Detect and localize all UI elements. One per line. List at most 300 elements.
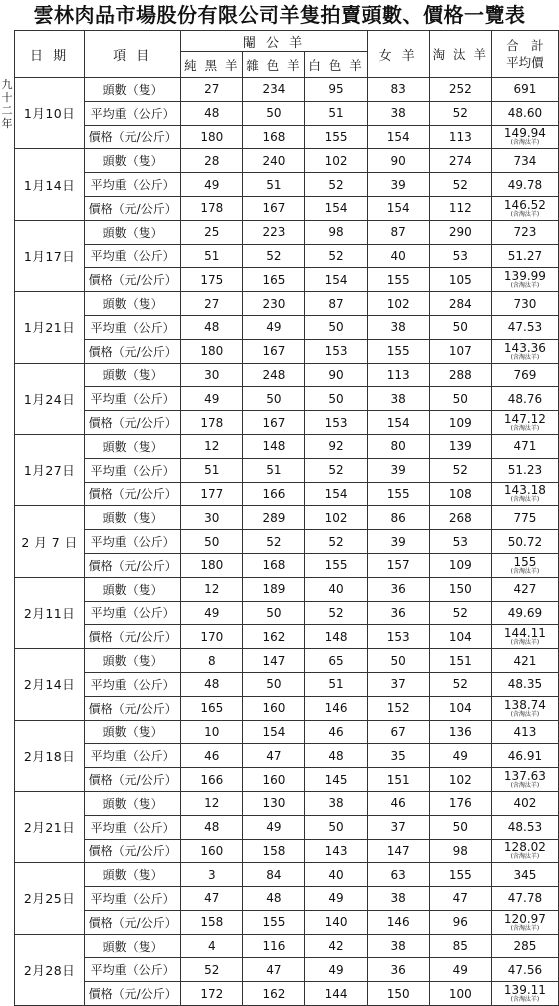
row-label: 價格（元/公斤） [85,839,181,863]
value-cell: 146 [305,696,367,720]
price-row [15,411,559,435]
row-label: 價格（元/公斤） [85,482,181,506]
value-cell: 100 [429,982,491,1006]
total-price-cell [491,910,558,934]
value-cell: 27 [181,78,243,102]
value-cell: 160 [243,768,305,792]
head-count-row [15,863,559,887]
value-cell: 30 [181,506,243,530]
price-note: (含淘汰羊) [510,639,540,647]
row-label: 價格（元/公斤） [85,696,181,720]
total-cell: 723 [491,220,558,244]
total-cell: 775 [491,506,558,530]
row-label: 平均重（公斤） [85,101,181,125]
table-body [15,78,559,1006]
head-count-row [15,292,559,316]
value-cell: 155 [429,863,491,887]
value-cell: 52 [429,458,491,482]
value-cell: 42 [305,934,367,958]
value-cell: 67 [367,720,429,744]
date-cell: 2 月 7 日 [15,506,85,577]
date-cell: 1月14日 [15,149,85,220]
value-cell: 85 [429,934,491,958]
value-cell: 92 [305,434,367,458]
value-cell: 113 [367,363,429,387]
row-label: 平均重（公斤） [85,601,181,625]
value-cell: 38 [367,387,429,411]
date-cell: 1月10日 [15,78,85,149]
head-count-row [15,149,559,173]
value-cell: 290 [429,220,491,244]
value-cell: 49 [305,887,367,911]
value-cell: 46 [181,744,243,768]
value-cell: 51 [243,173,305,197]
value-cell: 40 [367,244,429,268]
total-price-cell [491,982,558,1006]
price-note: (含淘汰羊) [510,782,540,789]
total-price-value: 120.97 [503,911,546,926]
value-cell: 152 [367,696,429,720]
value-cell: 48 [181,315,243,339]
total-cell: 427 [491,577,558,601]
price-row [15,768,559,792]
value-cell: 109 [429,411,491,435]
value-cell: 102 [305,506,367,530]
value-cell: 50 [243,672,305,696]
value-cell: 48 [181,815,243,839]
row-label: 價格（元/公斤） [85,268,181,292]
value-cell: 37 [367,672,429,696]
value-cell: 49 [429,958,491,982]
value-cell: 160 [243,696,305,720]
head-count-row [15,791,559,815]
value-cell: 49 [243,315,305,339]
row-label: 頭數（隻） [85,506,181,530]
value-cell: 35 [367,744,429,768]
total-cell: 46.91 [491,744,558,768]
row-label: 價格（元/公斤） [85,196,181,220]
value-cell: 154 [305,196,367,220]
value-cell: 112 [429,196,491,220]
value-cell: 162 [243,982,305,1006]
value-cell: 148 [243,434,305,458]
value-cell: 39 [367,173,429,197]
price-row [15,982,559,1006]
value-cell: 27 [181,292,243,316]
value-cell: 46 [305,720,367,744]
total-price-cell [491,268,558,292]
value-cell: 50 [429,387,491,411]
total-cell: 49.78 [491,173,558,197]
value-cell: 80 [367,434,429,458]
row-label: 頭數（隻） [85,434,181,458]
avg-weight-row [15,101,559,125]
value-cell: 28 [181,149,243,173]
row-label: 頭數（隻） [85,649,181,673]
total-cell: 47.53 [491,315,558,339]
value-cell: 154 [305,268,367,292]
price-row [15,696,559,720]
value-cell: 147 [243,649,305,673]
value-cell: 50 [243,387,305,411]
value-cell: 38 [367,934,429,958]
value-cell: 12 [181,577,243,601]
value-cell: 47 [429,887,491,911]
row-label: 平均重（公斤） [85,672,181,696]
header-pure-black: 純 黑 羊 [181,52,243,78]
value-cell: 95 [305,78,367,102]
value-cell: 47 [181,887,243,911]
avg-weight-row [15,173,559,197]
total-price-cell [491,696,558,720]
value-cell: 46 [367,791,429,815]
value-cell: 176 [429,791,491,815]
value-cell: 51 [243,458,305,482]
value-cell: 165 [181,696,243,720]
value-cell: 96 [429,910,491,934]
value-cell: 53 [429,244,491,268]
total-cell: 734 [491,149,558,173]
date-cell: 1月21日 [15,292,85,363]
price-note: (含淘汰羊) [510,139,540,147]
row-label: 頭數（隻） [85,720,181,744]
value-cell: 168 [243,125,305,149]
total-price-cell [491,339,558,363]
total-cell: 48.35 [491,672,558,696]
row-label: 價格（元/公斤） [85,411,181,435]
value-cell: 268 [429,506,491,530]
row-label: 價格（元/公斤） [85,768,181,792]
value-cell: 248 [243,363,305,387]
value-cell: 49 [181,387,243,411]
value-cell: 87 [305,292,367,316]
value-cell: 155 [367,268,429,292]
value-cell: 107 [429,339,491,363]
date-cell: 2月18日 [15,720,85,791]
head-count-row [15,649,559,673]
value-cell: 154 [243,720,305,744]
value-cell: 155 [367,339,429,363]
value-cell: 175 [181,268,243,292]
value-cell: 105 [429,268,491,292]
total-price-cell [491,839,558,863]
avg-weight-row [15,530,559,554]
value-cell: 52 [305,530,367,554]
value-cell: 84 [243,863,305,887]
value-cell: 172 [181,982,243,1006]
value-cell: 38 [367,315,429,339]
row-label: 平均重（公斤） [85,530,181,554]
value-cell: 167 [243,411,305,435]
value-cell: 148 [305,625,367,649]
value-cell: 52 [429,672,491,696]
row-label: 價格（元/公斤） [85,910,181,934]
header-total-line1: 合 計 [506,38,544,53]
value-cell: 50 [429,315,491,339]
value-cell: 154 [305,482,367,506]
price-row [15,339,559,363]
value-cell: 47 [243,744,305,768]
value-cell: 230 [243,292,305,316]
value-cell: 274 [429,149,491,173]
price-row [15,268,559,292]
value-cell: 52 [305,601,367,625]
header-ram-group: 閹 公 羊 [181,31,367,52]
value-cell: 155 [243,910,305,934]
value-cell: 158 [181,910,243,934]
head-count-row [15,78,559,102]
row-label: 頭數（隻） [85,863,181,887]
header-total [491,31,558,78]
row-label: 平均重（公斤） [85,387,181,411]
date-cell: 1月17日 [15,220,85,291]
avg-weight-row [15,958,559,982]
total-cell: 48.60 [491,101,558,125]
value-cell: 53 [429,530,491,554]
value-cell: 50 [305,387,367,411]
value-cell: 38 [367,101,429,125]
total-cell: 769 [491,363,558,387]
value-cell: 51 [181,458,243,482]
total-price-value: 149.94 [503,126,546,141]
value-cell: 36 [367,577,429,601]
total-price-cell [491,768,558,792]
value-cell: 49 [429,744,491,768]
value-cell: 50 [243,101,305,125]
row-label: 價格（元/公斤） [85,553,181,577]
avg-weight-row [15,887,559,911]
total-price-value: 137.63 [503,769,546,783]
value-cell: 8 [181,649,243,673]
price-table [14,30,559,1006]
total-price-value: 147.12 [503,412,546,427]
value-cell: 36 [367,601,429,625]
value-cell: 4 [181,934,243,958]
avg-weight-row [15,387,559,411]
total-price-value: 143.18 [503,483,546,498]
value-cell: 52 [429,601,491,625]
avg-weight-row [15,458,559,482]
total-cell: 47.78 [491,887,558,911]
value-cell: 51 [305,672,367,696]
value-cell: 39 [367,530,429,554]
price-row [15,553,559,577]
total-price-value: 144.11 [503,626,546,641]
value-cell: 98 [305,220,367,244]
value-cell: 153 [367,625,429,649]
value-cell: 48 [181,101,243,125]
value-cell: 155 [305,553,367,577]
head-count-row [15,577,559,601]
total-price-value: 139.11 [503,983,546,998]
value-cell: 52 [305,244,367,268]
total-cell: 691 [491,78,558,102]
price-note: (含淘汰羊) [510,996,540,1004]
head-count-row [15,363,559,387]
total-price-cell [491,196,558,220]
value-cell: 223 [243,220,305,244]
row-label: 頭數（隻） [85,791,181,815]
date-cell: 1月24日 [15,363,85,434]
total-cell: 345 [491,863,558,887]
value-cell: 52 [305,173,367,197]
value-cell: 25 [181,220,243,244]
value-cell: 52 [243,530,305,554]
value-cell: 90 [367,149,429,173]
header-female: 女 羊 [367,31,429,78]
total-price-value: 143.36 [503,340,546,355]
row-label: 頭數（隻） [85,577,181,601]
avg-weight-row [15,815,559,839]
total-cell: 421 [491,649,558,673]
value-cell: 63 [367,863,429,887]
value-cell: 160 [181,839,243,863]
value-cell: 38 [305,791,367,815]
value-cell: 49 [243,815,305,839]
total-price-cell [491,553,558,577]
value-cell: 50 [305,815,367,839]
price-note: (含淘汰羊) [510,282,540,290]
value-cell: 180 [181,339,243,363]
row-label: 價格（元/公斤） [85,982,181,1006]
value-cell: 90 [305,363,367,387]
price-note: (含淘汰羊) [510,353,540,361]
value-cell: 102 [429,768,491,792]
total-cell: 402 [491,791,558,815]
price-row [15,196,559,220]
header-total-line2: 平均價 [506,55,544,70]
value-cell: 240 [243,149,305,173]
value-cell: 86 [367,506,429,530]
value-cell: 49 [181,173,243,197]
value-cell: 154 [367,196,429,220]
value-cell: 50 [243,601,305,625]
value-cell: 177 [181,482,243,506]
head-count-row [15,506,559,530]
header-white: 白 色 羊 [305,52,367,78]
total-price-value: 146.52 [503,197,546,212]
value-cell: 48 [243,887,305,911]
value-cell: 146 [367,910,429,934]
total-cell: 48.76 [491,387,558,411]
value-cell: 47 [243,958,305,982]
value-cell: 30 [181,363,243,387]
value-cell: 166 [181,768,243,792]
avg-weight-row [15,744,559,768]
price-note: (含淘汰羊) [510,710,540,718]
value-cell: 37 [367,815,429,839]
total-price-cell [491,411,558,435]
value-cell: 102 [367,292,429,316]
price-row [15,839,559,863]
total-price-cell [491,482,558,506]
value-cell: 130 [243,791,305,815]
header-item: 項 目 [85,31,181,78]
value-cell: 102 [305,149,367,173]
row-label: 頭數（隻） [85,149,181,173]
value-cell: 166 [243,482,305,506]
value-cell: 52 [305,458,367,482]
value-cell: 145 [305,768,367,792]
value-cell: 167 [243,339,305,363]
total-price-cell [491,125,558,149]
value-cell: 39 [367,458,429,482]
row-label: 平均重（公斤） [85,958,181,982]
date-cell: 2月21日 [15,791,85,862]
value-cell: 252 [429,78,491,102]
value-cell: 155 [367,482,429,506]
row-label: 頭數（隻） [85,363,181,387]
row-label: 平均重（公斤） [85,815,181,839]
value-cell: 50 [305,315,367,339]
value-cell: 65 [305,649,367,673]
value-cell: 178 [181,411,243,435]
value-cell: 48 [181,672,243,696]
row-label: 平均重（公斤） [85,458,181,482]
header-mixed: 雜 色 羊 [243,52,305,78]
date-cell: 2月14日 [15,649,85,720]
total-cell: 51.27 [491,244,558,268]
value-cell: 180 [181,553,243,577]
row-label: 平均重（公斤） [85,315,181,339]
head-count-row [15,720,559,744]
value-cell: 10 [181,720,243,744]
value-cell: 180 [181,125,243,149]
total-price-cell [491,625,558,649]
value-cell: 52 [181,958,243,982]
row-label: 平均重（公斤） [85,173,181,197]
value-cell: 170 [181,625,243,649]
value-cell: 143 [305,839,367,863]
date-cell: 1月27日 [15,434,85,505]
total-cell: 51.23 [491,458,558,482]
value-cell: 52 [429,173,491,197]
value-cell: 109 [429,553,491,577]
total-cell: 285 [491,934,558,958]
value-cell: 153 [305,411,367,435]
value-cell: 104 [429,625,491,649]
total-cell: 48.53 [491,815,558,839]
price-note: (含淘汰羊) [510,853,540,861]
value-cell: 48 [305,744,367,768]
head-count-row [15,434,559,458]
header-culled: 淘 汰 羊 [429,31,491,78]
value-cell: 38 [367,887,429,911]
row-label: 平均重（公斤） [85,887,181,911]
value-cell: 83 [367,78,429,102]
value-cell: 157 [367,553,429,577]
row-label: 價格（元/公斤） [85,125,181,149]
price-note: (含淘汰羊) [510,210,540,218]
value-cell: 168 [243,553,305,577]
value-cell: 151 [367,768,429,792]
value-cell: 284 [429,292,491,316]
price-row [15,125,559,149]
row-label: 頭數（隻） [85,78,181,102]
value-cell: 154 [367,125,429,149]
value-cell: 150 [367,982,429,1006]
row-label: 頭數（隻） [85,292,181,316]
value-cell: 147 [367,839,429,863]
value-cell: 108 [429,482,491,506]
value-cell: 51 [181,244,243,268]
price-note: (含淘汰羊) [510,924,540,932]
row-label: 價格（元/公斤） [85,625,181,649]
value-cell: 165 [243,268,305,292]
value-cell: 51 [305,101,367,125]
value-cell: 153 [305,339,367,363]
total-price-value: 155 [513,554,537,569]
